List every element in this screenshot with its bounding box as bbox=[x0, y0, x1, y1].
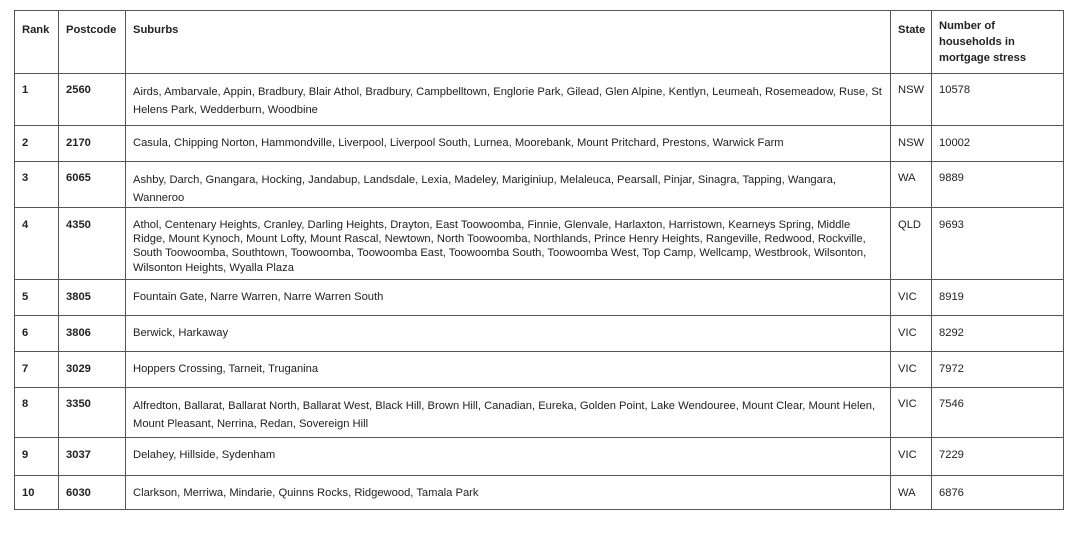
cell-households: 7972 bbox=[932, 352, 1064, 388]
cell-state: QLD bbox=[891, 208, 932, 280]
cell-postcode: 3806 bbox=[59, 316, 126, 352]
cell-suburbs: Alfredton, Ballarat, Ballarat North, Ballarat West, Black Hill, Brown Hill, Canadian, Eureka, Golden Point, Lake Wendouree, Mount Clear, Mount Helen, Mount Pleasant, Nerrina, Redan, Sovereign Hill bbox=[126, 388, 891, 438]
cell-state: VIC bbox=[891, 280, 932, 316]
cell-state: VIC bbox=[891, 316, 932, 352]
cell-households: 9889 bbox=[932, 162, 1064, 208]
cell-rank: 4 bbox=[15, 208, 59, 280]
header-households: Number of households in mortgage stress bbox=[932, 11, 1064, 74]
cell-state: NSW bbox=[891, 126, 932, 162]
cell-rank: 7 bbox=[15, 352, 59, 388]
cell-suburbs: Clarkson, Merriwa, Mindarie, Quinns Rocks, Ridgewood, Tamala Park bbox=[126, 476, 891, 510]
cell-rank: 6 bbox=[15, 316, 59, 352]
cell-suburbs: Casula, Chipping Norton, Hammondville, Liverpool, Liverpool South, Lurnea, Moorebank, Mount Pritchard, Prestons, Warwick Farm bbox=[126, 126, 891, 162]
cell-suburbs: Fountain Gate, Narre Warren, Narre Warren South bbox=[126, 280, 891, 316]
cell-households: 8292 bbox=[932, 316, 1064, 352]
table-header-row bbox=[15, 11, 1064, 74]
cell-suburbs: Athol, Centenary Heights, Cranley, Darling Heights, Drayton, East Toowoomba, Finnie, Glenvale, Harlaxton, Harristown, Kearneys Spring, Middle Ridge, Mount Kynoch, Mount Lofty, Mount Rascal, Newtown, North Toowoomba, Northlands, Prince Henry Heights, Rangeville, Redwood, Rockville, South Toowoomba, Southtown, Toowoomba, Toowoomba East, Toowoomba South, Toowoomba West, Top Camp, Wellcamp, Westbrook, Wilsonton, Wilsonton Heights, Wyalla Plaza bbox=[126, 208, 891, 280]
cell-households: 9693 bbox=[932, 208, 1064, 280]
cell-postcode: 4350 bbox=[59, 208, 126, 280]
cell-households: 10002 bbox=[932, 126, 1064, 162]
cell-postcode: 6065 bbox=[59, 162, 126, 208]
cell-suburbs: Ashby, Darch, Gnangara, Hocking, Jandabup, Landsdale, Lexia, Madeley, Mariginiup, Melaleuca, Pearsall, Pinjar, Sinagra, Tapping, Wangara, Wanneroo bbox=[126, 162, 891, 208]
cell-households: 8919 bbox=[932, 280, 1064, 316]
table-row bbox=[15, 438, 1064, 476]
table-row bbox=[15, 476, 1064, 510]
cell-postcode: 3805 bbox=[59, 280, 126, 316]
cell-rank: 3 bbox=[15, 162, 59, 208]
header-rank: Rank bbox=[15, 11, 59, 74]
cell-postcode: 3350 bbox=[59, 388, 126, 438]
cell-state: NSW bbox=[891, 74, 932, 126]
cell-state: WA bbox=[891, 162, 932, 208]
cell-suburbs: Hoppers Crossing, Tarneit, Truganina bbox=[126, 352, 891, 388]
cell-households: 10578 bbox=[932, 74, 1064, 126]
cell-postcode: 3029 bbox=[59, 352, 126, 388]
cell-rank: 10 bbox=[15, 476, 59, 510]
cell-postcode: 2170 bbox=[59, 126, 126, 162]
mortgage-stress-table bbox=[14, 10, 1064, 510]
table-row bbox=[15, 316, 1064, 352]
cell-households: 7546 bbox=[932, 388, 1064, 438]
cell-postcode: 3037 bbox=[59, 438, 126, 476]
cell-state: VIC bbox=[891, 438, 932, 476]
cell-state: VIC bbox=[891, 388, 932, 438]
cell-rank: 1 bbox=[15, 74, 59, 126]
table-row bbox=[15, 388, 1064, 438]
cell-households: 7229 bbox=[932, 438, 1064, 476]
table-row bbox=[15, 126, 1064, 162]
header-postcode: Postcode bbox=[59, 11, 126, 74]
cell-rank: 2 bbox=[15, 126, 59, 162]
cell-suburbs: Berwick, Harkaway bbox=[126, 316, 891, 352]
table-row bbox=[15, 352, 1064, 388]
cell-postcode: 2560 bbox=[59, 74, 126, 126]
header-state: State bbox=[891, 11, 932, 74]
header-suburbs: Suburbs bbox=[126, 11, 891, 74]
cell-suburbs: Delahey, Hillside, Sydenham bbox=[126, 438, 891, 476]
cell-rank: 9 bbox=[15, 438, 59, 476]
cell-state: VIC bbox=[891, 352, 932, 388]
table-row bbox=[15, 74, 1064, 126]
cell-state: WA bbox=[891, 476, 932, 510]
cell-rank: 5 bbox=[15, 280, 59, 316]
cell-postcode: 6030 bbox=[59, 476, 126, 510]
cell-households: 6876 bbox=[932, 476, 1064, 510]
table-row bbox=[15, 162, 1064, 208]
table-row bbox=[15, 280, 1064, 316]
cell-suburbs: Airds, Ambarvale, Appin, Bradbury, Blair Athol, Bradbury, Campbelltown, Englorie Park, Gilead, Glen Alpine, Kentlyn, Leumeah, Rosemeadow, Ruse, St Helens Park, Wedderburn, Woodbine bbox=[126, 74, 891, 126]
cell-rank: 8 bbox=[15, 388, 59, 438]
table-row bbox=[15, 208, 1064, 280]
